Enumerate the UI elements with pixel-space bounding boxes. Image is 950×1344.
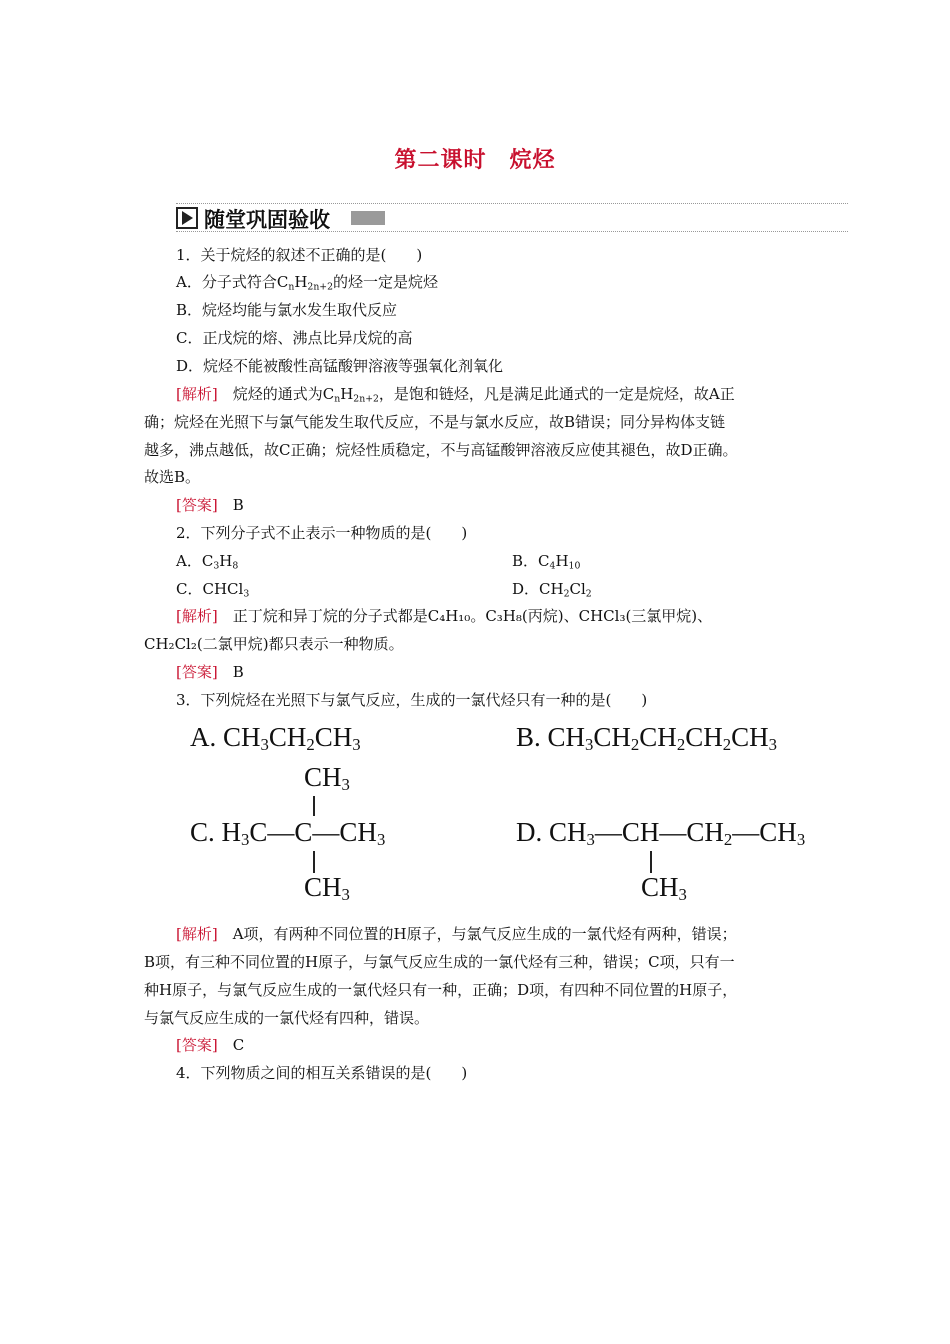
page-title: 第二课时 烷烃 <box>394 147 556 173</box>
q1-analysis-line: 确；烷烃在光照下与氯气能发生取代反应，不是与氯水反应，故B错误；同分异构体支链 <box>144 413 726 431</box>
bond-line <box>313 851 315 873</box>
q1-stem: 1．关于烷烃的叙述不正确的是( ) <box>176 246 423 264</box>
q3-option-d-bottom-ch3: $CH_3$ <box>641 872 687 905</box>
q3-option-a-formula: A. $CH_3CH_2CH_3$ <box>190 722 361 755</box>
q3-analysis-line: B项，有三种不同位置的H原子，与氯气反应生成的一氯代烃有三种，错误；C项，只有一 <box>144 953 735 971</box>
play-arrow-icon <box>176 207 198 229</box>
q4-stem: 4．下列物质之间的相互关系错误的是( ) <box>176 1064 468 1082</box>
q3-option-c-bottom-ch3: $CH_3$ <box>304 872 350 905</box>
analysis-tag: [解析] <box>176 607 218 625</box>
q2-option-d: D．$CH_2Cl_2$ <box>512 580 592 600</box>
q2-option-c: C．CHCl$_3$ <box>176 580 250 600</box>
q1-analysis-line: 故选B。 <box>144 468 201 486</box>
q2-analysis-line: CH₂Cl₂(二氯甲烷)都只表示一种物质。 <box>144 635 404 653</box>
bond-line <box>313 796 315 816</box>
q2-analysis-line: [解析] 正丁烷和异丁烷的分子式都是C₄H₁₀。C₃H₈(丙烷)、CHCl₃(三氯甲烷)、 <box>176 607 713 625</box>
q1-answer: [答案] B <box>176 496 244 514</box>
q1-analysis-line: 越多，沸点越低，故C正确；烷烃性质稳定，不与高锰酸钾溶液反应使其褪色，故D正确。 <box>144 441 738 459</box>
q1-option-a: A．分子式符合$C_nH_{2n+2}$的烃一定是烷烃 <box>176 273 439 293</box>
q2-option-b: B．$C_4H_{10}$ <box>512 552 581 572</box>
q3-analysis-line: 与氯气反应生成的一氯代烃有四种，错误。 <box>144 1009 430 1027</box>
q1-option-d: D．烷烃不能被酸性高锰酸钾溶液等强氧化剂氧化 <box>176 357 504 375</box>
q3-option-c-top-ch3: $CH_3$ <box>304 762 350 795</box>
q3-stem: 3．下列烷烃在光照下与氯气反应，生成的一氯代烃只有一种的是( ) <box>176 691 648 709</box>
section-header <box>176 201 848 233</box>
analysis-tag: [解析] <box>176 925 218 943</box>
q3-option-d-formula: D. $CH_3—CH—CH_2—CH_3$ <box>516 817 806 850</box>
q3-answer: [答案] C <box>176 1036 245 1054</box>
q3-analysis-line: [解析] A项，有两种不同位置的H原子，与氯气反应生成的一氯代烃有两种，错误； <box>176 925 737 943</box>
q1-analysis-line: [解析] 烷烃的通式为$C_nH_{2n+2}$，是饱和链烃，凡是满足此通式的一定是烷烃，故A正 <box>176 385 735 405</box>
section-title: 随堂巩固验收 <box>204 208 330 232</box>
q1-option-c: C．正戊烷的熔、沸点比异戊烷的高 <box>176 329 413 347</box>
q2-answer: [答案] B <box>176 663 244 681</box>
bond-line <box>650 851 652 873</box>
section-bar <box>351 211 385 225</box>
q3-option-b-formula: B. $CH_3CH_2CH_2CH_2CH_3$ <box>516 722 777 755</box>
q3-option-c-formula: C. $H_3C—C—CH_3$ <box>190 817 386 850</box>
answer-tag: [答案] <box>176 496 218 514</box>
q2-option-a: A．$C_3H_8$ <box>176 552 239 572</box>
q3-analysis-line: 种H原子，与氯气反应生成的一氯代烃只有一种，正确；D项，有四种不同位置的H原子， <box>144 981 738 999</box>
q1-option-b: B．烷烃均能与氯水发生取代反应 <box>176 301 398 319</box>
analysis-tag: [解析] <box>176 385 218 403</box>
answer-tag: [答案] <box>176 1036 218 1054</box>
answer-tag: [答案] <box>176 663 218 681</box>
q2-stem: 2．下列分子式不止表示一种物质的是( ) <box>176 524 468 542</box>
